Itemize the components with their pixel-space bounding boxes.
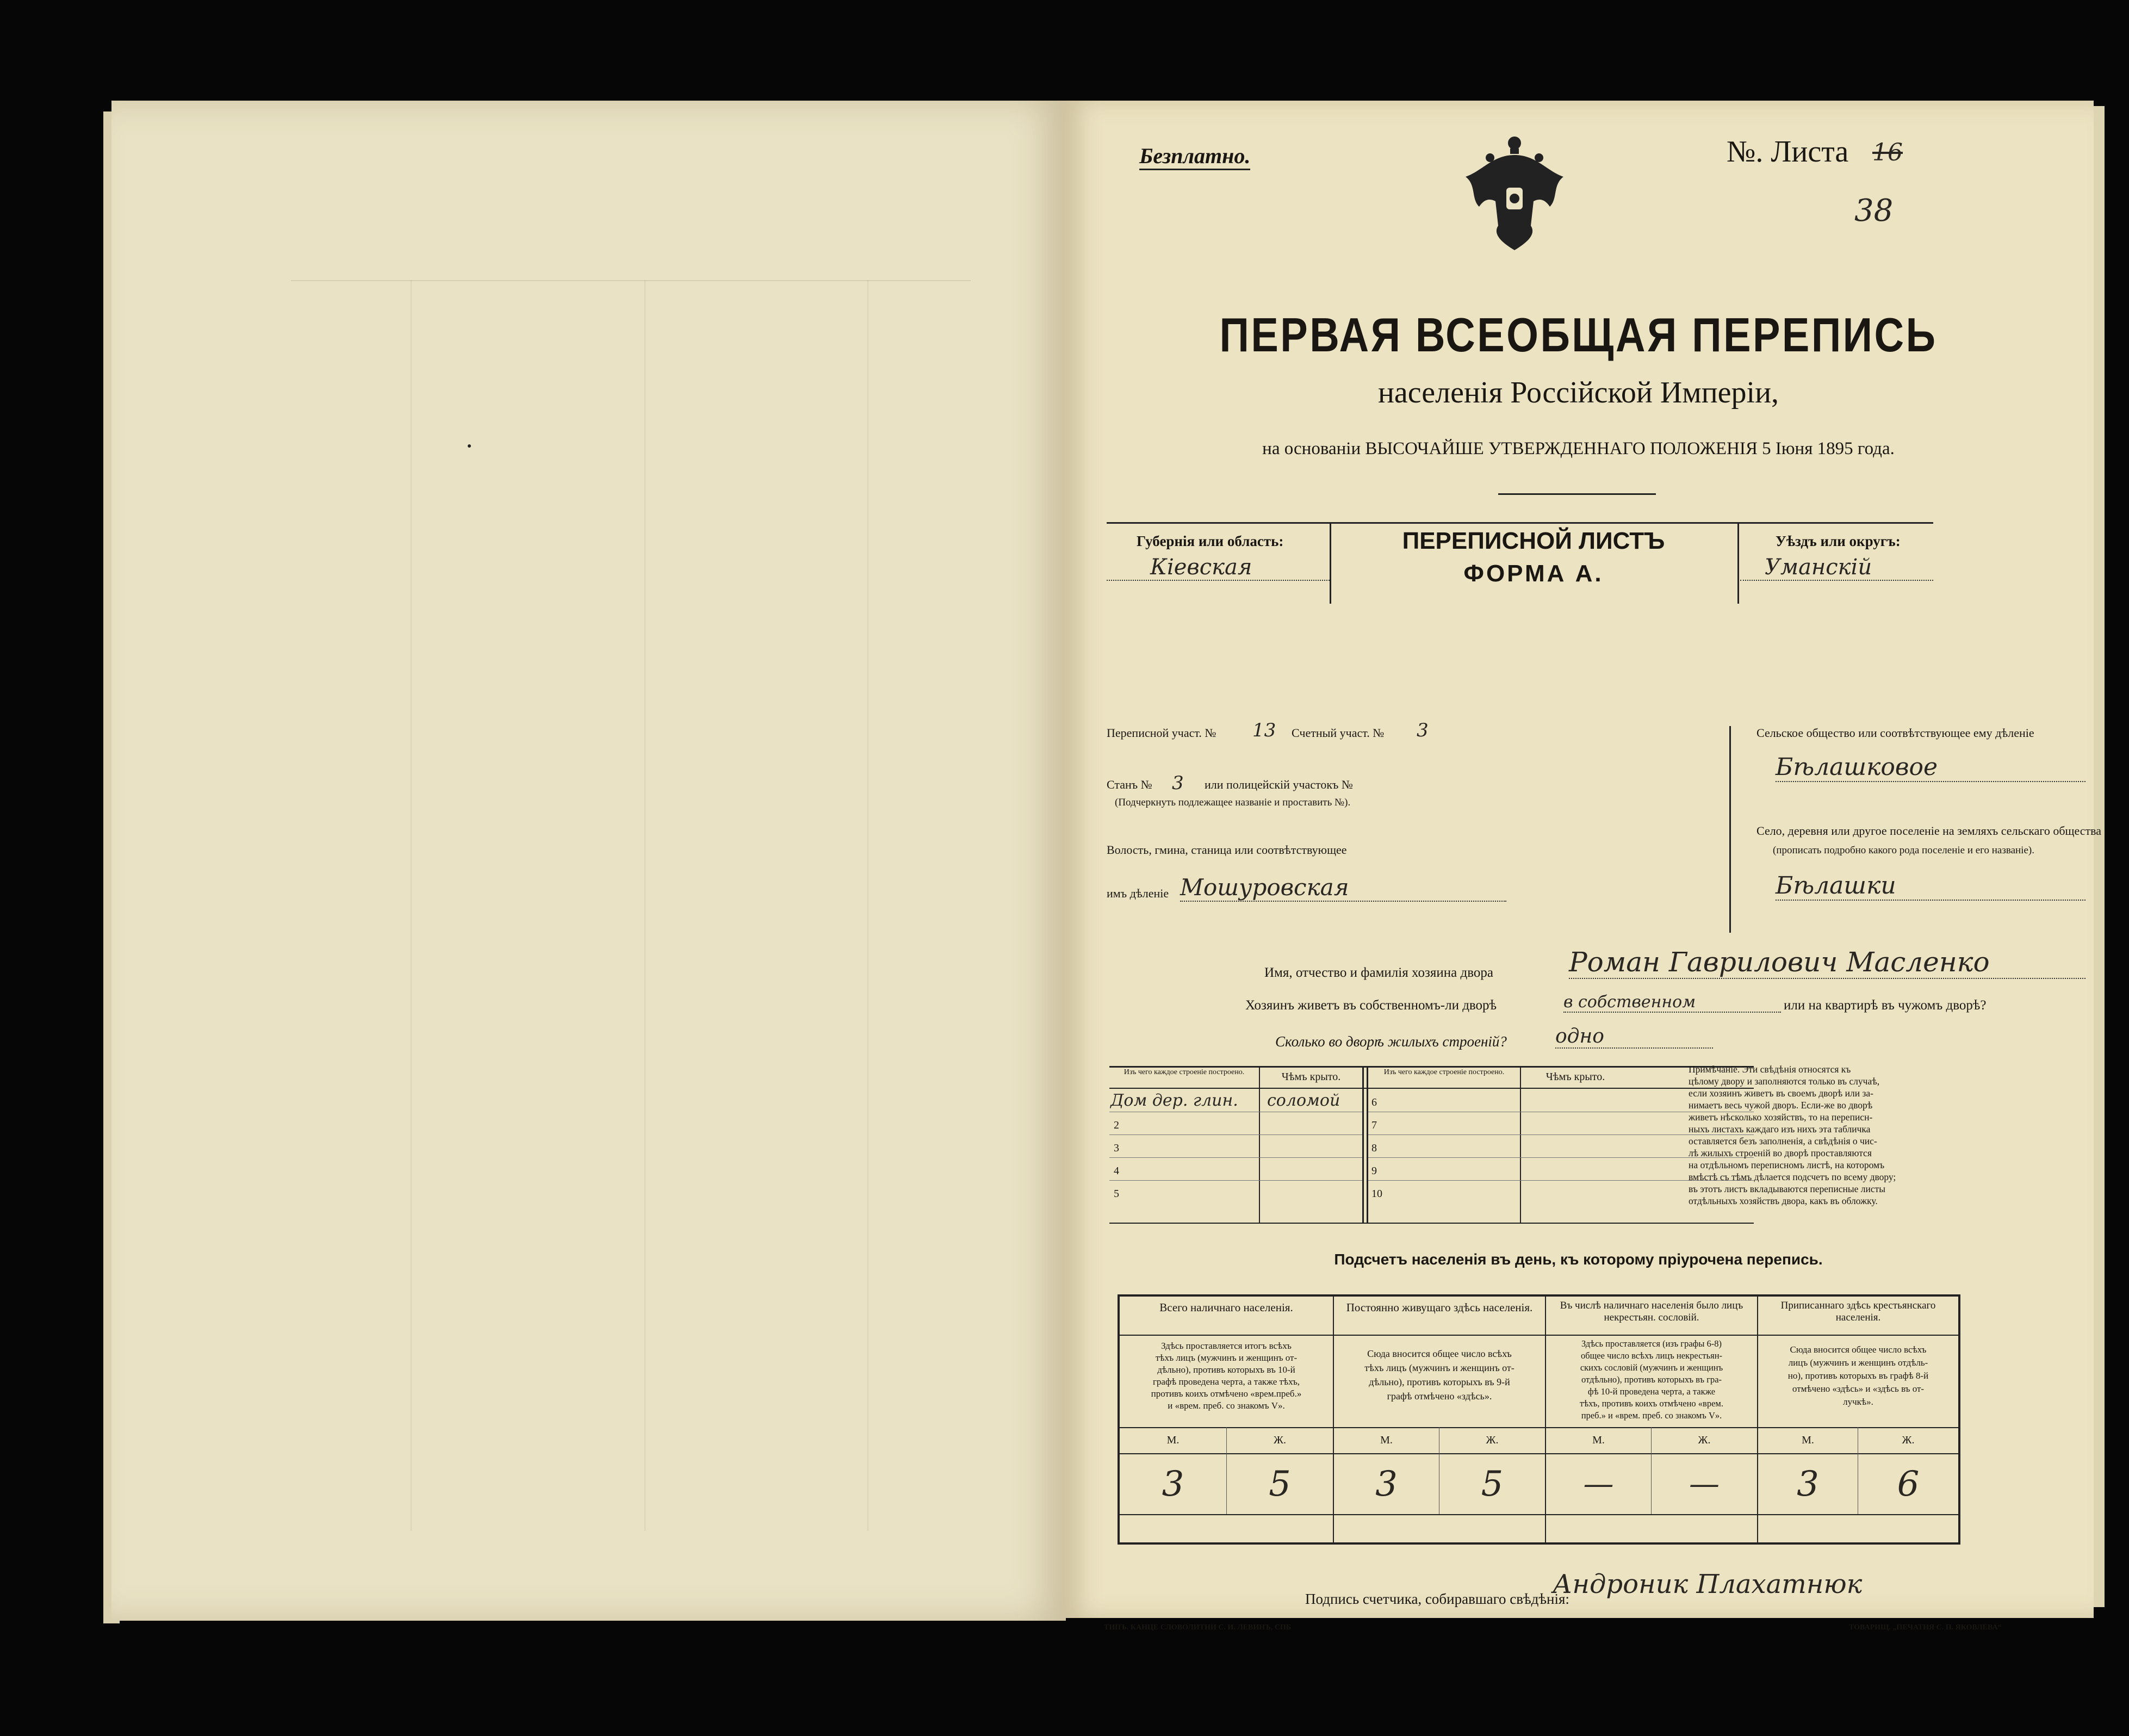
- free-label: Безплатно.: [1139, 143, 1250, 170]
- underline-note: (Подчеркнуть подлежащее названіе и проставить №).: [1115, 797, 1351, 808]
- building-1-roof: соломой: [1267, 1091, 1340, 1110]
- note-line: вмѣстѣ съ тѣмъ дѣлается подсчетъ по всему двору;: [1689, 1171, 1896, 1182]
- ink-dot: [468, 444, 471, 448]
- village-value: Бѣлашки: [1776, 872, 2085, 901]
- form-box-top: [1107, 522, 1933, 524]
- note-line: отдѣльныхъ хозяйствъ двора, какъ въ обложку.: [1689, 1195, 1878, 1206]
- stan-value: 3: [1172, 772, 1184, 794]
- owner-name-label: Имя, отчество и фамилія хозяина двора: [1264, 965, 1493, 980]
- row-number: 3: [1114, 1142, 1119, 1154]
- row-number: 8: [1371, 1142, 1377, 1154]
- village-note: (прописать подробно какого рода поселеніе и его названіе).: [1773, 845, 2034, 856]
- imperial-eagle-icon: [1460, 133, 1569, 256]
- note-line: цѣлому двору и заполняются только въ случаѣ,: [1689, 1076, 1880, 1087]
- count-col-2-header: Постоянно живущаго здѣсь населенія.: [1346, 1301, 1533, 1314]
- printer-imprint-right: ТОВАРИЩ. „ПЕЧАТНЯ С. П. ЯКОВЛЕВА“: [1849, 1623, 2002, 1632]
- legal-basis: на основаніи ВЫСОЧАЙШЕ УТВЕРЖДЕННАГО ПОЛОЖЕНІЯ 5 Іюня 1895 года.: [1262, 439, 1895, 458]
- row-number: 10: [1371, 1188, 1382, 1200]
- police-label: или полицейскій участокъ №: [1205, 778, 1353, 791]
- row-number: 9: [1371, 1165, 1377, 1177]
- show-through-rule: [291, 280, 971, 281]
- sheet-number-new: 38: [1854, 193, 1894, 228]
- form-box-divider: [1330, 522, 1331, 604]
- printer-imprint-left: ТИПЪ. КАНЦЕ СЛОВОЛИТНИ С. И. ЛЕВИНЪ, СПБ: [1104, 1623, 1292, 1632]
- row-number: 2: [1114, 1119, 1119, 1131]
- district-value: Уманскій: [1740, 555, 1933, 581]
- male-label: М.: [1380, 1434, 1393, 1446]
- note-line: лѣ жилыхъ строеній во дворѣ проставляются: [1689, 1148, 1872, 1158]
- society-label: Сельское общество или соотвѣтствующее ему дѣленіе: [1756, 726, 2034, 740]
- census-area-label: Переписной участ. №: [1107, 726, 1216, 740]
- form-title: ПЕРЕПИСНОЙ ЛИСТЪ: [1402, 528, 1665, 554]
- building-1-material: Дом дер. глин.: [1110, 1091, 1238, 1110]
- division-label: имъ дѣленіе: [1107, 886, 1169, 900]
- owner-lives-label-2: или на квартирѣ въ чужомъ дворѣ?: [1784, 998, 1987, 1013]
- village-label: Село, деревня или другое поселеніе на земляхъ сельскаго общества: [1756, 824, 2102, 838]
- form-box-divider: [1737, 522, 1739, 604]
- count-col-2-desc: Сюда вносится общее число всѣхъ тѣхъ лицъ (мужчинъ и женщинъ от- дѣльно), противъ которыхъ въ 9-й графѣ отмѣчено «здѣсь».: [1364, 1348, 1514, 1402]
- census-area-value: 13: [1252, 720, 1276, 741]
- show-through-column: [411, 280, 412, 1531]
- page-title: ПЕРВАЯ ВСЕОБЩАЯ ПЕРЕПИСЬ: [1219, 308, 1938, 362]
- count-title: Подсчетъ населенія въ день, къ которому пріурочена перепись.: [1334, 1251, 1823, 1268]
- col-roof-header: Чѣмъ крыто.: [1281, 1071, 1341, 1083]
- row-number: 5: [1114, 1188, 1119, 1200]
- note-line: живетъ нѣсколько хозяйствъ, то на переписн-: [1689, 1112, 1873, 1123]
- society-value: Бѣлашковое: [1776, 753, 2085, 782]
- show-through-column: [867, 280, 868, 1531]
- permanent-male-value: 3: [1375, 1464, 1398, 1504]
- ornament-divider: [1498, 493, 1656, 495]
- volost-label: Волость, гмина, станица или соотвѣтствующее: [1107, 843, 1347, 857]
- peasant-male-value: 3: [1797, 1464, 1819, 1504]
- buildings-label: Сколько во дворѣ жилыхъ строеній?: [1275, 1033, 1507, 1050]
- enumerator-signature: Андроник Плахатнюк: [1553, 1569, 1863, 1599]
- col-material-header: Изъ чего каждое строеніе построено.: [1124, 1068, 1245, 1076]
- female-label: Ж.: [1274, 1434, 1286, 1446]
- count-col-1-desc: Здѣсь проставляется итогъ всѣхъ тѣхъ лицъ (мужчинъ и женщинъ от- дѣльно), противъ которыхъ въ 10-й графѣ проведена черта, а также тѣхъ, противъ коихъ отмѣчено «врем.преб.» и «врем. преб. со знакомъ V».: [1151, 1341, 1302, 1411]
- province-label: Губернія или область:: [1137, 533, 1284, 549]
- col-roof-header: Чѣмъ крыто.: [1545, 1071, 1605, 1083]
- owner-lives-value: в собственном: [1563, 993, 1781, 1013]
- note-line: оставляется безъ заполненія, а свѣдѣнія о чис-: [1689, 1136, 1877, 1146]
- male-label: М.: [1592, 1434, 1605, 1446]
- stan-label: Станъ №: [1107, 778, 1152, 791]
- female-label: Ж.: [1486, 1434, 1499, 1446]
- owner-name-value: Роман Гаврилович Масленко: [1569, 946, 2085, 979]
- sheet-number-label: №. Листа: [1727, 135, 1849, 169]
- female-label: Ж.: [1902, 1434, 1915, 1446]
- count-table: [1118, 1294, 1960, 1545]
- show-through-column: [644, 280, 645, 1531]
- page-subtitle: населенія Россійской Имперіи,: [1377, 376, 1779, 410]
- buildings-table: [1109, 1066, 1754, 1224]
- form-subtitle: ФОРМА А.: [1463, 560, 1604, 587]
- count-col-3-header: Въ числѣ наличнаго населенія было лицъ некрестьян. сословій.: [1560, 1300, 1743, 1323]
- signature-label: Подпись счетчика, собиравшаго свѣдѣнія:: [1305, 1591, 1569, 1607]
- count-col-4-header: Приписаннаго здѣсь крестьянскаго населенія.: [1780, 1300, 1936, 1323]
- province-value: Кіевская: [1107, 555, 1330, 581]
- col-material-header: Изъ чего каждое строеніе построено.: [1383, 1068, 1505, 1076]
- district-label: Уѣздъ или округъ:: [1776, 533, 1901, 549]
- buildings-value: одно: [1555, 1025, 1713, 1049]
- note-line: въ этотъ листъ вкладываются переписные листы: [1689, 1183, 1886, 1194]
- male-label: М.: [1802, 1434, 1814, 1446]
- row-number: 6: [1371, 1096, 1377, 1108]
- count-col-4-desc: Сюда вносится общее число всѣхъ лицъ (мужчинъ и женщинъ отдѣль- но), противъ которыхъ въ графѣ 8-й отмѣчено «здѣсь» и «здѣсь въ от- лучкѣ».: [1787, 1344, 1929, 1407]
- total-female-value: 5: [1269, 1464, 1291, 1504]
- row-number: 7: [1371, 1119, 1377, 1131]
- left-blank-page: [111, 101, 1066, 1621]
- male-label: М.: [1166, 1434, 1180, 1446]
- note-line: нимаетъ весь чужой дворъ. Если-же во дворѣ: [1689, 1100, 1873, 1111]
- non-peasant-male-value: —: [1583, 1466, 1614, 1502]
- fields-divider: [1729, 726, 1731, 933]
- note-line: на отдѣльномъ переписномъ листѣ, на которомъ: [1689, 1160, 1885, 1170]
- note-line: если хозяинъ живетъ въ своемъ дворѣ или за-: [1689, 1088, 1874, 1099]
- owner-lives-label: Хозяинъ живетъ въ собственномъ-ли дворѣ: [1245, 998, 1497, 1013]
- count-col-3-desc: Здѣсь проставляется (изъ графы 6-8) общее число всѣхъ лицъ некрестьян- скихъ сословій (мужчинъ и женщинъ отдѣльно), противъ которыхъ въ гра- фѣ 10-й проведена черта, а также тѣхъ, противъ коихъ отмѣчено «врем. преб.» и «врем. преб. со знакомъ V».: [1580, 1338, 1723, 1421]
- census-form-page: [1063, 101, 2102, 1632]
- peasant-female-value: 6: [1897, 1464, 1920, 1504]
- non-peasant-female-value: —: [1689, 1466, 1720, 1502]
- counting-area-label: Счетный участ. №: [1292, 726, 1385, 740]
- note-line: Примѣчаніе. Эти свѣдѣнія относятся къ: [1689, 1064, 1851, 1075]
- female-label: Ж.: [1698, 1434, 1711, 1446]
- sheet-number-struck: 16: [1872, 139, 1903, 166]
- row-number: 4: [1114, 1165, 1119, 1177]
- division-value: Мошуровская: [1180, 874, 1506, 902]
- counting-area-value: 3: [1417, 720, 1429, 741]
- count-col-1-header: Всего наличнаго населенія.: [1159, 1301, 1293, 1314]
- total-male-value: 3: [1162, 1464, 1184, 1504]
- permanent-female-value: 5: [1481, 1464, 1504, 1504]
- note-line: ныхъ листахъ каждаго изъ нихъ эта табличка: [1689, 1124, 1871, 1134]
- note-block: [1689, 1063, 1933, 1207]
